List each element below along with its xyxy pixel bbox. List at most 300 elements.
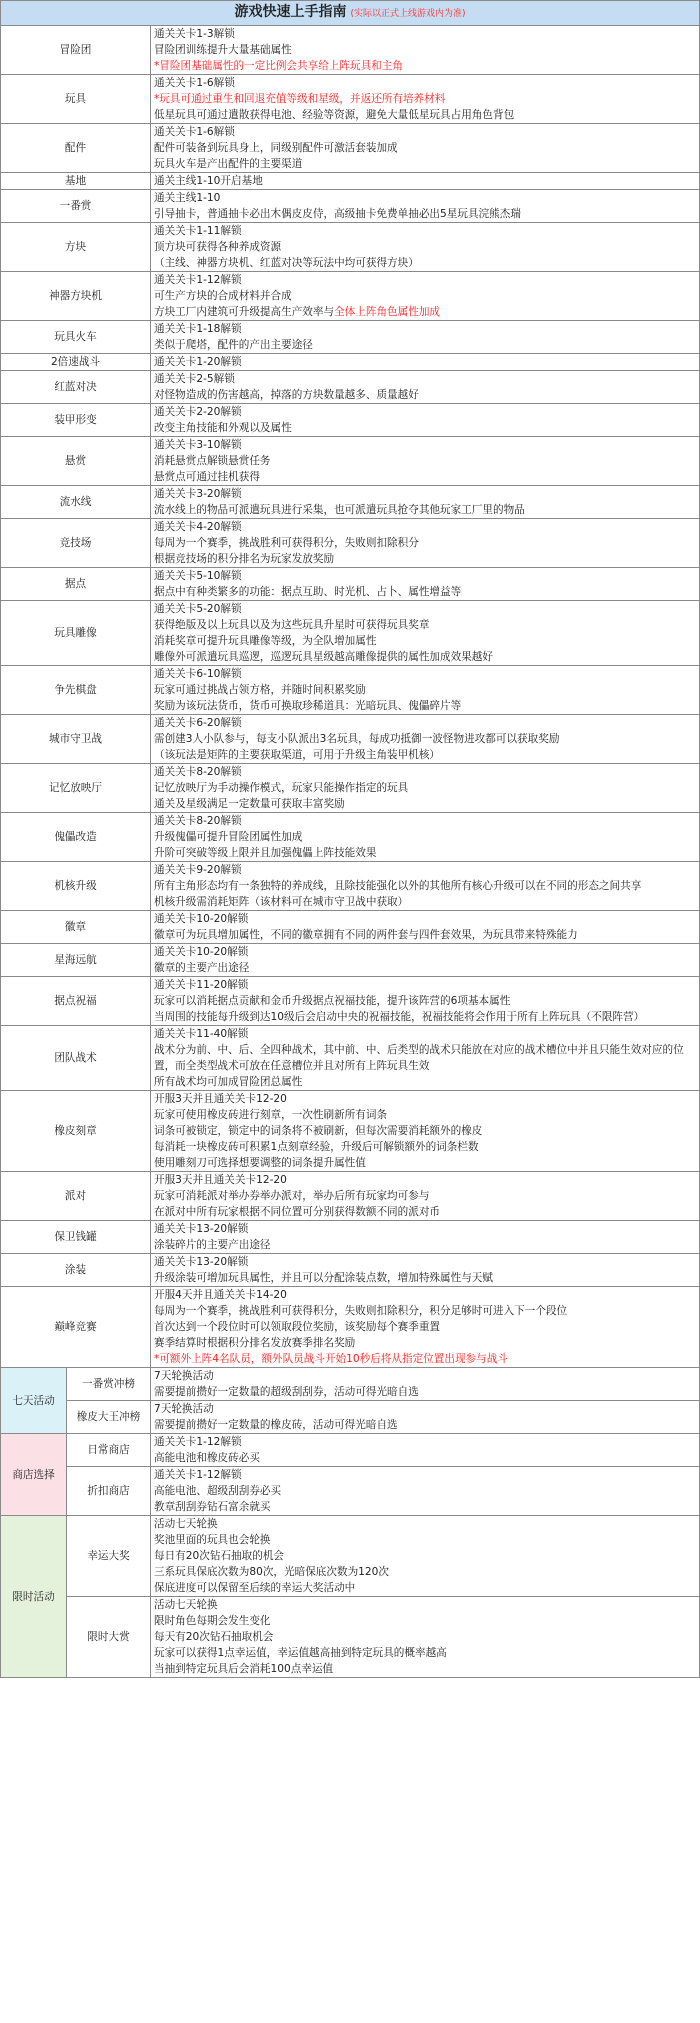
feature-desc-line [154,519,696,535]
feature-desc-line [154,1548,696,1564]
desc-text: 需要提前攒好一定数量的超级刮刮券，活动可得光暗自选 [154,1386,419,1398]
desc-text: 开服3天并且通关关卡12-20 [154,1174,287,1186]
feature-desc-line [154,1287,696,1303]
desc-text: *冒险团基础属性的一定比例会共享给上阵玩具和主角 [154,60,403,72]
feature-name: 机核升级 [1,862,151,911]
feature-name: 红蓝对决 [1,371,151,404]
activity-row [1,1516,700,1597]
desc-text: 升阶可突破等级上限并且加强傀儡上阵技能效果 [154,847,377,859]
feature-desc-line [154,1303,696,1319]
desc-text: 使用雕刻刀可选择想要调整的词条提升属性值 [154,1157,366,1169]
feature-desc-line [154,354,696,370]
feature-desc [151,404,700,437]
desc-text: 升级涂装可增加玩具属性，并且可以分配涂装点数，增加特殊属性与天赋 [154,1272,493,1284]
feature-name: 玩具 [1,75,151,124]
activity-desc [151,1434,700,1467]
desc-text: 通关关卡3-20解锁 [154,488,242,500]
feature-desc-line [154,453,696,469]
feature-desc-line [154,796,696,812]
feature-desc [151,1221,700,1254]
feature-desc [151,1254,700,1287]
feature-desc-line [154,206,696,222]
feature-name: 徽章 [1,911,151,944]
feature-row [1,354,700,371]
desc-text: 通关关卡1-6解锁 [154,126,235,138]
feature-desc-line [154,1467,696,1483]
feature-row [1,321,700,354]
feature-row [1,862,700,911]
desc-text: 限时角色每期会发生变化 [154,1615,271,1627]
feature-desc-line [154,437,696,453]
desc-text: 通关关卡1-12解锁 [154,274,242,286]
desc-text: 通关关卡1-11解锁 [154,225,242,237]
desc-text: 每周为一个赛季，挑战胜利可获得积分，失败则扣除积分 [154,537,419,549]
desc-text: 引导抽卡，普通抽卡必出木偶皮皮侍，高级抽卡免费单抽必出5星玩具浣熊杰瑞 [154,208,521,220]
desc-text: 在派对中所有玩家根据不同位置可分别获得数额不同的派对币 [154,1206,441,1218]
feature-desc [151,272,700,321]
feature-desc-line [154,156,696,172]
desc-text: 通关关卡13-20解锁 [154,1256,249,1268]
desc-text: （主线、神器方块机、红蓝对决等玩法中均可获得方块） [154,257,419,269]
desc-text: 顶方块可获得各种养成资源 [154,241,282,253]
feature-row [1,944,700,977]
feature-desc-line [154,601,696,617]
feature-desc-line [154,731,696,747]
feature-desc-line [154,633,696,649]
feature-desc-line [154,58,696,74]
activity-row [1,1597,700,1678]
feature-name: 悬赏 [1,437,151,486]
feature-desc [151,1287,700,1368]
feature-desc-line [154,1042,696,1074]
desc-text: 通关关卡8-20解锁 [154,766,242,778]
desc-text: 通关关卡11-40解锁 [154,1028,249,1040]
feature-desc-line [154,371,696,387]
feature-desc-line [154,91,696,107]
desc-text: 通关关卡10-20解锁 [154,946,249,958]
feature-desc [151,519,700,568]
feature-desc [151,1091,700,1172]
feature-desc-line [154,321,696,337]
desc-text: 通关关卡1-20解锁 [154,356,242,368]
desc-text: 奖励为该玩法货币，货币可换取珍稀道具：光暗玩具、傀儡碎片等 [154,700,462,712]
desc-text: 冒险团训练提升大量基础属性 [154,44,292,56]
feature-desc-line [154,698,696,714]
title-row [1,1,700,26]
feature-desc-line [154,107,696,123]
feature-name: 巅峰竞赛 [1,1287,151,1368]
feature-row [1,911,700,944]
feature-desc [151,75,700,124]
feature-desc [151,371,700,404]
title-text: 游戏快速上手指南 [234,4,347,20]
feature-desc-line [154,551,696,567]
desc-text: 活动七天轮换 [154,1599,218,1611]
feature-row [1,666,700,715]
feature-desc-line [154,1351,696,1367]
feature-name: 橡皮刻章 [1,1091,151,1172]
feature-name: 据点祝福 [1,977,151,1026]
feature-row [1,764,700,813]
feature-desc [151,813,700,862]
feature-name: 一番赏 [1,190,151,223]
feature-desc-line [154,502,696,518]
feature-desc-line [154,1384,696,1400]
feature-desc-line [154,1368,696,1384]
feature-desc-line [154,1091,696,1107]
desc-text: 类似于爬塔，配件的产出主要途径 [154,339,313,351]
feature-row [1,1254,700,1287]
feature-desc-line [154,486,696,502]
desc-text: 所有主角形态均有一条独特的养成线，且除技能强化以外的其他所有核心升级可以在不同的形态之间共享 [154,880,642,892]
desc-text: 可生产方块的合成材料并合成 [154,290,292,302]
desc-text: 通关关卡2-5解锁 [154,373,235,385]
desc-text: 每周为一个赛季，挑战胜利可获得积分，失败则扣除积分，积分足够时可进入下一个段位 [154,1305,568,1317]
feature-name: 基地 [1,173,151,190]
feature-desc-line [154,584,696,600]
feature-row [1,977,700,1026]
guide-body [1,26,700,1678]
feature-name: 涂装 [1,1254,151,1287]
feature-desc [151,321,700,354]
desc-text: 通关关卡2-20解锁 [154,406,242,418]
feature-name: 傀儡改造 [1,813,151,862]
desc-text: 玩家可通过挑战占领方格，并随时间积累奖励 [154,684,366,696]
feature-row [1,190,700,223]
feature-desc-line [154,1123,696,1139]
feature-desc-line [154,1629,696,1645]
desc-text: 通关关卡9-20解锁 [154,864,242,876]
desc-text: 每天有20次钻石抽取机会 [154,1631,274,1643]
feature-name: 玩具火车 [1,321,151,354]
title-note: (实际以正式上线游戏内为准) [350,9,466,19]
activity-name: 幸运大奖 [67,1516,151,1597]
activity-desc [151,1597,700,1678]
group-name: 七天活动 [1,1368,67,1434]
feature-desc-line [154,1532,696,1548]
feature-name: 保卫钱罐 [1,1221,151,1254]
desc-text: 通关关卡1-12解锁 [154,1436,242,1448]
desc-text: 根据竞技场的积分排名为玩家发放奖励 [154,553,335,565]
feature-desc-line [154,1221,696,1237]
feature-desc-line [154,911,696,927]
desc-text: （该玩法是矩阵的主要获取渠道，可用于升级主角装甲机核） [154,749,441,761]
feature-desc-line [154,666,696,682]
feature-name: 团队战术 [1,1026,151,1091]
feature-name: 配件 [1,124,151,173]
activity-desc [151,1467,700,1516]
desc-text: 升级傀儡可提升冒险团属性加成 [154,831,303,843]
feature-desc-line [154,649,696,665]
desc-text: 高能电池、超级刮刮券必买 [154,1485,282,1497]
desc-text: 开服4天并且通关关卡14-20 [154,1289,287,1301]
activity-name: 橡皮大王冲榜 [67,1401,151,1434]
feature-desc-line [154,845,696,861]
feature-desc-line [154,1335,696,1351]
desc-text: 通关关卡13-20解锁 [154,1223,249,1235]
desc-text: 通关关卡1-18解锁 [154,323,242,335]
feature-desc-line [154,862,696,878]
feature-desc [151,437,700,486]
feature-desc-line [154,75,696,91]
feature-desc-line [154,682,696,698]
desc-text: 首次达到一个段位时可以领取段位奖励，该奖励每个赛季重置 [154,1321,441,1333]
feature-desc-line [154,420,696,436]
feature-desc-line [154,1580,696,1596]
feature-name: 记忆放映厅 [1,764,151,813]
feature-desc-line [154,960,696,976]
desc-text: 雕像外可派遣玩具巡逻，巡逻玩具星级越高雕像提供的属性加成效果越好 [154,651,493,663]
activity-name: 限时大赏 [67,1597,151,1678]
feature-row [1,223,700,272]
feature-row [1,173,700,190]
feature-desc-line [154,272,696,288]
feature-row [1,601,700,666]
desc-text: 当抽到特定玩具后会消耗100点幸运值 [154,1663,334,1675]
feature-desc-line [154,387,696,403]
feature-name: 派对 [1,1172,151,1221]
feature-desc-line [154,1401,696,1417]
desc-text: 7天轮换活动 [154,1403,214,1415]
feature-desc [151,977,700,1026]
feature-desc-line [154,747,696,763]
feature-desc-line [154,190,696,206]
feature-row [1,568,700,601]
activity-desc [151,1401,700,1434]
feature-desc-line [154,1172,696,1188]
desc-text: 悬赏点可通过挂机获得 [154,471,260,483]
feature-desc [151,1172,700,1221]
desc-text: 通关主线1-10开启基地 [154,175,263,187]
feature-row [1,1221,700,1254]
feature-desc [151,173,700,190]
desc-text: 玩具火车是产出配件的主要渠道 [154,158,303,170]
feature-name: 竞技场 [1,519,151,568]
desc-text: 对怪物造成的伤害越高，掉落的方块数量越多、质量越好 [154,389,419,401]
feature-desc-line [154,1450,696,1466]
feature-desc [151,223,700,272]
desc-text: 通关关卡8-20解锁 [154,815,242,827]
feature-desc-line [154,1204,696,1220]
feature-desc-line [154,535,696,551]
feature-desc [151,26,700,75]
feature-desc [151,666,700,715]
desc-text: 7天轮换活动 [154,1370,214,1382]
feature-desc-line [154,1188,696,1204]
desc-text: 通关关卡11-20解锁 [154,979,249,991]
page-title [1,1,700,26]
feature-desc [151,1026,700,1091]
feature-desc-line [154,829,696,845]
feature-desc-line [154,1613,696,1629]
activity-desc [151,1516,700,1597]
desc-text: 通关主线1-10 [154,192,221,204]
feature-row [1,1026,700,1091]
feature-desc-line [154,813,696,829]
feature-desc-line [154,1516,696,1532]
feature-desc-line [154,977,696,993]
feature-row [1,519,700,568]
activity-row [1,1434,700,1467]
feature-desc-line [154,288,696,304]
feature-desc [151,764,700,813]
feature-name: 城市守卫战 [1,715,151,764]
feature-desc [151,944,700,977]
feature-row [1,715,700,764]
feature-desc-line [154,239,696,255]
desc-text: 需创建3人小队参与，每支小队派出3名玩具，每成功抵御一波怪物进攻都可以获取奖励 [154,733,560,745]
desc-text: 通关及星级满足一定数量可获取丰富奖励 [154,798,345,810]
feature-desc-line [154,1237,696,1253]
feature-row [1,272,700,321]
desc-text: 玩家可以获得1点幸运值，幸运值越高抽到特定玩具的概率越高 [154,1647,447,1659]
feature-desc-line [154,764,696,780]
feature-row [1,75,700,124]
feature-desc-line [154,42,696,58]
desc-text: 记忆放映厅为手动操作模式，玩家只能操作指定的玩具 [154,782,409,794]
group-name: 商店选择 [1,1434,67,1516]
feature-desc-line [154,617,696,633]
feature-desc-line [154,140,696,156]
desc-text: 机核升级需消耗矩阵（该材料可在城市守卫战中获取） [154,896,409,908]
desc-text: 通关关卡5-10解锁 [154,570,242,582]
feature-name: 2倍速战斗 [1,354,151,371]
desc-text: *玩具可通过重生和回退充值等级和星级，并返还所有培养材料 [154,93,446,105]
feature-desc [151,486,700,519]
feature-desc-line [154,1074,696,1090]
feature-desc-line [154,993,696,1009]
desc-text: 徽章的主要产出途径 [154,962,250,974]
feature-name: 星海远航 [1,944,151,977]
desc-text: 每日有20次钻石抽取的机会 [154,1550,285,1562]
activity-name: 折扣商店 [67,1467,151,1516]
desc-text: 涂装碎片的主要产出途径 [154,1239,271,1251]
feature-desc-line [154,255,696,271]
desc-text: 通关关卡1-6解锁 [154,77,235,89]
desc-text: 通关关卡3-10解锁 [154,439,242,451]
feature-desc-line [154,1645,696,1661]
feature-name: 冒险团 [1,26,151,75]
feature-name: 神器方块机 [1,272,151,321]
desc-text: 玩家可以消耗据点贡献和金币升级据点祝福技能，提升该阵营的6项基本属性 [154,995,511,1007]
desc-text: 通关关卡6-10解锁 [154,668,242,680]
desc-text: 活动七天轮换 [154,1518,218,1530]
feature-desc-line [154,1107,696,1123]
feature-desc-line [154,1270,696,1286]
desc-text: 通关关卡10-20解锁 [154,913,249,925]
desc-text: 奖池里面的玩具也会轮换 [154,1534,271,1546]
feature-row [1,1172,700,1221]
feature-desc-line [154,927,696,943]
desc-text: 据点中有种类繁多的功能：据点互助、时光机、占卜、属性增益等 [154,586,462,598]
feature-name: 据点 [1,568,151,601]
feature-desc-line [154,1026,696,1042]
activity-row [1,1467,700,1516]
feature-name: 争先棋盘 [1,666,151,715]
feature-desc-line [154,1417,696,1433]
feature-name: 玩具雕像 [1,601,151,666]
desc-text: 教章刮刮券钻石富余就买 [154,1501,271,1513]
feature-row [1,371,700,404]
feature-desc [151,354,700,371]
feature-desc-line [154,878,696,894]
feature-desc-line [154,894,696,910]
feature-desc-line [154,715,696,731]
desc-text: 玩家可消耗派对举办券举办派对，举办后所有玩家均可参与 [154,1190,430,1202]
feature-row [1,1287,700,1368]
feature-desc-line [154,304,696,320]
feature-desc-line [154,26,696,42]
feature-name: 方块 [1,223,151,272]
desc-text: 战术分为前、中、后、全四种战术，其中前、中、后类型的战术只能放在对应的战术槽位中并且只能生效对应的位置，而全类型战术可放在任意槽位并且对所有上阵玩具生效 [154,1044,684,1072]
desc-text: 配件可装备到玩具身上，同级别配件可激活套装加成 [154,142,398,154]
feature-row [1,437,700,486]
feature-desc-line [154,1319,696,1335]
feature-row [1,26,700,75]
feature-desc-line [154,1564,696,1580]
desc-text: 通关关卡5-20解锁 [154,603,242,615]
feature-desc-line [154,124,696,140]
group-name: 限时活动 [1,1516,67,1678]
feature-desc-line [154,404,696,420]
desc-text: 流水线上的物品可派遣玩具进行采集，也可派遣玩具抢夺其他玩家工厂里的物品 [154,504,525,516]
desc-text: 赛季结算时根据积分排名发放赛季排名奖励 [154,1337,356,1349]
desc-text: 徽章可为玩具增加属性，不同的徽章拥有不同的两件套与四件套效果，为玩具带来特殊能力 [154,929,578,941]
feature-desc-line [154,1483,696,1499]
desc-text: 通关关卡1-3解锁 [154,28,235,40]
feature-desc [151,568,700,601]
feature-name: 装甲形变 [1,404,151,437]
desc-text: 消耗奖章可提升玩具雕像等级，为全队增加属性 [154,635,377,647]
activity-row [1,1368,700,1401]
feature-desc [151,911,700,944]
desc-text: 通关关卡4-20解锁 [154,521,242,533]
feature-desc-line [154,1434,696,1450]
desc-text: 所有战术均可加成冒险团总属性 [154,1076,303,1088]
desc-text: 获得绝版及以上玩具以及为这些玩具升星时可获得玩具奖章 [154,619,430,631]
feature-desc-line [154,1597,696,1613]
feature-desc [151,862,700,911]
feature-desc-line [154,780,696,796]
activity-desc [151,1368,700,1401]
desc-text: 低星玩具可通过遣散获得电池、经验等资源，避免大量低星玩具占用角色背包 [154,109,515,121]
feature-desc-line [154,223,696,239]
feature-desc-line [154,568,696,584]
feature-desc-line [154,173,696,189]
feature-desc-line [154,337,696,353]
feature-desc [151,601,700,666]
desc-text: 每消耗一块橡皮砖可积累1点刻章经验，升级后可解锁额外的词条栏数 [154,1141,479,1153]
activity-row [1,1401,700,1434]
feature-desc-line [154,1661,696,1677]
desc-text: 词条可被锁定，锁定中的词条将不被刷新，但每次需要消耗额外的橡皮 [154,1125,483,1137]
feature-desc [151,190,700,223]
desc-text: 需要提前攒好一定数量的橡皮砖，活动可得光暗自选 [154,1419,398,1431]
desc-text: 三系玩具保底次数为80次，光暗保底次数为120次 [154,1566,389,1578]
activity-name: 日常商店 [67,1434,151,1467]
feature-row [1,404,700,437]
desc-highlight-text: 全体上阵角色属性加成 [334,306,441,318]
feature-desc [151,124,700,173]
desc-text: 当周围的技能每升级到达10级后会启动中央的祝福技能，祝福技能将会作用于所有上阵玩具（不限阵营） [154,1011,645,1023]
desc-text: 改变主角技能和外观以及属性 [154,422,292,434]
desc-text: 保底进度可以保留至后续的幸运大奖活动中 [154,1582,356,1594]
feature-desc-line [154,469,696,485]
desc-text: 通关关卡1-12解锁 [154,1469,242,1481]
feature-desc-line [154,1155,696,1171]
desc-text: *可额外上阵4名队员，额外队员战斗开始10秒后将从指定位置出现参与战斗 [154,1353,508,1365]
desc-text: 消耗悬赏点解锁悬赏任务 [154,455,271,467]
